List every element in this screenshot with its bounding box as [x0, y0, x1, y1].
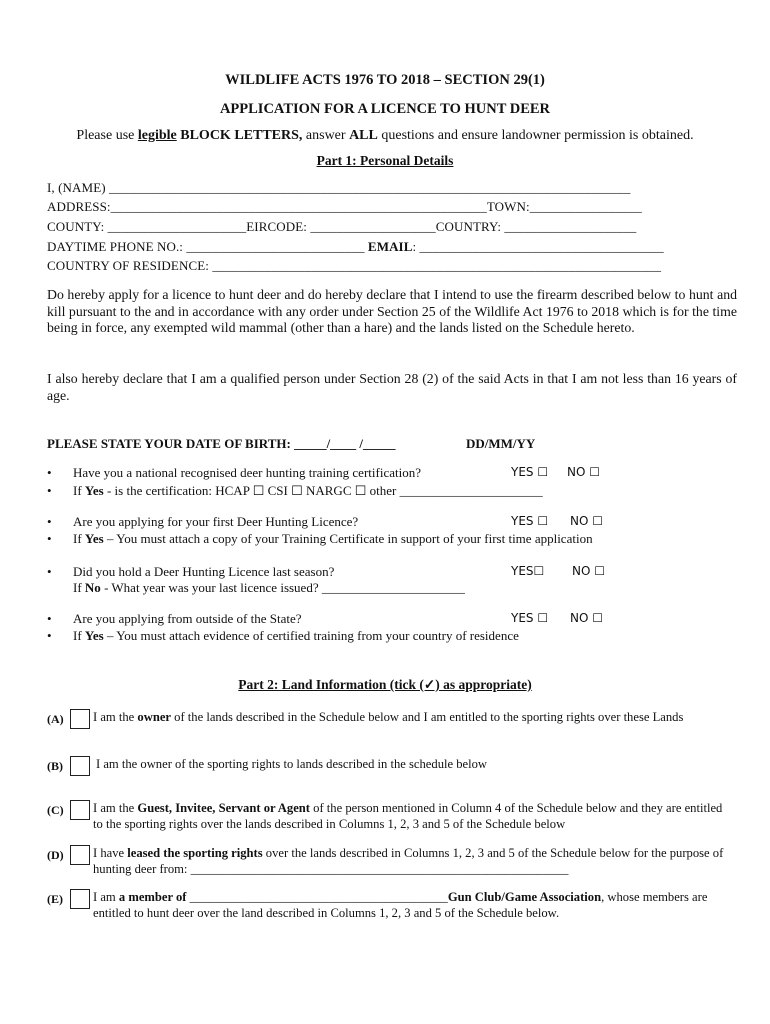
option-e-label: (E): [47, 892, 63, 906]
option-a-label: (A): [47, 712, 64, 726]
intro-text-d: answer: [302, 128, 350, 143]
option-b-checkbox[interactable]: [70, 756, 90, 776]
intro-block-letters: BLOCK LETTERS,: [176, 128, 303, 143]
cert-type-options[interactable]: - is the certification: HCAP ☐ CSI ☐ NARGC ☐ other ______________________: [103, 483, 543, 498]
question-outside-state: • Are you applying from outside of the State?: [47, 611, 302, 626]
option-b-label: (B): [47, 759, 63, 773]
question-outside-state-note: • If Yes – You must attach evidence of certified training from your country of residence: [47, 628, 519, 643]
part2-heading: Part 2: Land Information (tick (✓) as appropriate): [238, 677, 532, 692]
dob-format: DD/MM/YY: [466, 436, 536, 451]
option-c-label: (C): [47, 803, 64, 817]
option-d-label: (D): [47, 848, 64, 862]
q3-no-checkbox[interactable]: NO ☐: [572, 564, 605, 578]
q2-yes-checkbox[interactable]: YES ☐: [511, 514, 549, 528]
q2-no-checkbox[interactable]: NO ☐: [570, 514, 603, 528]
question-cert-type: • If Yes - is the certification: HCAP ☐ CSI ☐ NARGC ☐ other ______________________: [47, 483, 543, 498]
question-last-season: • Did you hold a Deer Hunting Licence last season?: [47, 564, 335, 579]
option-d-checkbox[interactable]: [70, 845, 90, 865]
name-field[interactable]: I, (NAME) _______________________________________________________________________________: [47, 180, 631, 195]
declaration-paragraph-1: Do hereby apply for a licence to hunt deer and do hereby declare that I intend to use the firearm described below to hunt and kill pursuant to the and in accordance with any order under Section 25 of the Wildlife Act 1976 to 2018 which is for the time being in force, any exempted wild mammal (other than a hare) and the lands listed on the Schedule hereto.: [47, 287, 737, 335]
email-label: EMAIL: [367, 239, 413, 254]
declaration-paragraph-2: I also hereby declare that I am a qualified person under Section 28 (2) of the said Acts in that I am not less than 16 years of age.: [47, 371, 737, 403]
option-a-text: I am the owner of the lands described in the Schedule below and I am entitled to the sporting rights over these Lands: [93, 710, 684, 724]
question-training-cert: • Have you a national recognised deer hunting training certification?: [47, 465, 421, 480]
q1-yes-checkbox[interactable]: YES ☐: [511, 465, 549, 479]
residence-field[interactable]: COUNTRY OF RESIDENCE: ____________________________________________________________________: [47, 258, 662, 273]
county-eircode-country-field[interactable]: COUNTY: _____________________EIRCODE: ___________________COUNTRY: ____________________: [47, 219, 637, 234]
q1-text: Have you a national recognised deer hunting training certification?: [73, 465, 421, 480]
q1-no-checkbox[interactable]: NO ☐: [567, 465, 600, 479]
option-c-checkbox[interactable]: [70, 800, 90, 820]
question-first-licence: • Are you applying for your first Deer Hunting Licence?: [47, 514, 359, 529]
intro-text-a: Please use: [76, 128, 138, 143]
email-blank: : _____________________________________: [412, 239, 664, 254]
option-a-checkbox[interactable]: [70, 709, 90, 729]
part1-heading: Part 1: Personal Details: [316, 153, 454, 168]
q4-no-checkbox[interactable]: NO ☐: [570, 611, 603, 625]
q3-yes-checkbox[interactable]: YES☐: [511, 564, 545, 578]
intro-instructions: [0, 128, 770, 144]
option-c-text: I am the Guest, Invitee, Servant or Agent of the person mentioned in Column 4 of the Schedule below and they are entitled to the sporting rights over the lands described in Columns 1, 2, 3 and 5 of the Schedule below: [93, 801, 723, 831]
phone-email-field[interactable]: [47, 239, 664, 255]
option-e-text: I am a member of _________________________________________Gun Club/Game Association, whose members are entitled to hunt deer over the land described in Columns 1, 2, 3 and 5 of the Schedule below.: [93, 890, 708, 920]
form-title: WILDLIFE ACTS 1976 TO 2018 – SECTION 29(1): [225, 72, 545, 88]
question-last-year-field[interactable]: If No - What year was your last licence issued? ______________________: [73, 580, 465, 595]
q4-yes-checkbox[interactable]: YES ☐: [511, 611, 549, 625]
intro-text-f: questions and ensure landowner permission is obtained.: [377, 128, 694, 143]
dob-field[interactable]: PLEASE STATE YOUR DATE OF BIRTH: _____/____ /_____: [47, 436, 396, 451]
address-town-field[interactable]: ADDRESS:_________________________________________________________TOWN:_________________: [47, 199, 642, 214]
question-first-licence-note: • If Yes – You must attach a copy of your Training Certificate in support of your first time application: [47, 531, 593, 546]
option-b-text: I am the owner of the sporting rights to lands described in the schedule below: [96, 757, 488, 771]
phone-label: DAYTIME PHONE NO.: ___________________________: [47, 239, 368, 254]
form-subtitle: APPLICATION FOR A LICENCE TO HUNT DEER: [219, 101, 551, 117]
intro-legible: legible: [137, 128, 177, 143]
intro-all: ALL: [349, 128, 378, 143]
option-e-checkbox[interactable]: [70, 889, 90, 909]
option-d-text: I have leased the sporting rights over the lands described in Columns 1, 2, 3 and 5 of the Schedule below for the purpose of hunting deer from: ____________________________________________________________: [93, 846, 724, 876]
